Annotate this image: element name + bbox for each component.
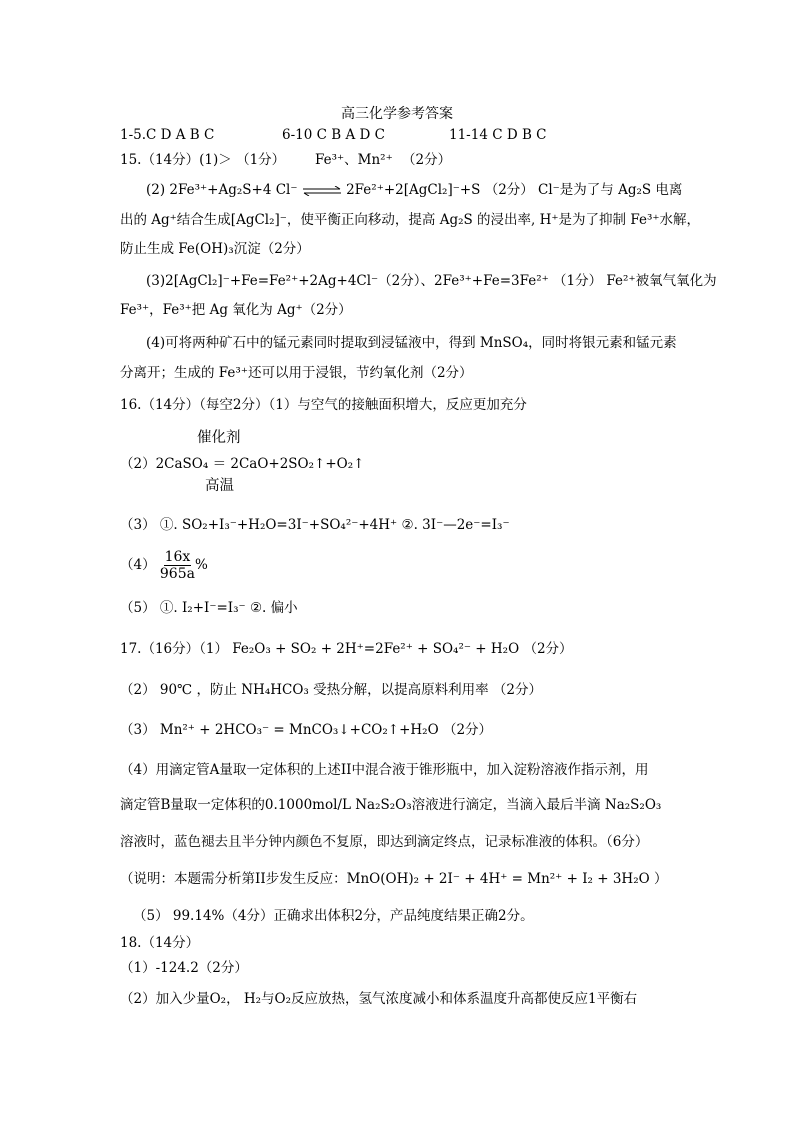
q15-part1-score: （2分） [402,152,452,168]
q15-part2-reactants: (2) 2Fe³⁺+Ag₂S+4 Cl⁻ [146,182,298,198]
page-title: 高三化学参考答案 [341,106,453,122]
mc-answers-11-14: 11-14 C D B C [449,127,547,143]
q15-part2-line2: 出的 Ag⁺结合生成[AgCl₂]⁻，使平衡正向移动，提高 Ag₂S 的浸出率, H⁺是为了抑制 Fe³⁺水解， [120,212,700,228]
q15-part4-line2: 分离开；生成的 Fe³⁺还可以用于浸银，节约氧化剂（2分） [120,365,473,381]
q15-part2-reason: Cl⁻是为了与 Ag₂S 电离 [538,182,683,198]
q15-part2-line3: 防止生成 Fe(OH)₃沉淀（2分） [120,241,310,257]
q15-score: 15.（14分） [120,152,200,168]
q18-part1: （1）-124.2（2分） [120,960,248,976]
q17-note: （说明：本题需分析第II步发生反应：MnO(OH)₂ + 2I⁻ + 4H⁺ = Mn²⁺ + I₂ + 3H₂O ） [120,871,668,887]
q15-part3-line2: Fe³⁺，Fe³⁺把 Ag 氧化为 Ag⁺（2分） [120,302,352,318]
q16-part4-fraction [160,550,195,581]
q16-catalyst-label: 催化剂 [197,430,241,446]
q16-part4-label: （4） [120,557,156,573]
fraction-numerator: 16x [164,549,191,565]
q16-part3: （3） ①. SO₂+I₃⁻+H₂O=3I⁻+SO₄²⁻+4H⁺ ②. 3I⁻—2e⁻=I₃⁻ [120,517,510,533]
q17-part4-line3: 溶液时，蓝色褪去且半分钟内颜色不复原，即达到滴定终点，记录标准液的体积。（6分） [120,834,649,850]
q15-heading [120,154,285,168]
q17-part2: （2） 90℃ ，防止 NH₄HCO₃ 受热分解，以提高原料利用率 （2分） [120,682,542,698]
q15-part3-line1: (3)2[AgCl₂]⁻+Fe=Fe²⁺+2Ag+4Cl⁻（2分）、2Fe³⁺+Fe=3Fe²⁺ （1分） Fe²⁺被氧气氧化为 [146,273,717,289]
q17-part3: （3） Mn²⁺ + 2HCO₃⁻ = MnCO₃↓+CO₂↑+H₂O （2分） [120,722,493,738]
q17-part4-line1: （4）用滴定管A量取一定体积的上述II中混合液于锥形瓶中，加入淀粉溶液作指示剂，用 [120,762,649,778]
q15-part2-products: 2Fe²⁺+2[AgCl₂]⁻+S （2分） [346,182,534,198]
equilibrium-arrow-icon [302,186,342,196]
q18-heading: 18.（14分） [120,935,200,951]
q18-part2: （2）加入少量O₂， H₂与O₂反应放热，氢气浓度减小和体系温度升高都使反应1平衡右 [120,991,638,1007]
fraction-denominator: 965a [159,566,195,582]
mc-answers-1-5: 1-5.C D A B C [120,127,215,143]
q15-part1-ions: Fe³⁺、Mn²⁺ [315,152,393,168]
q15-part1: (1)＞ （1分） [199,152,286,168]
mc-answers-6-10: 6-10 C B A D C [282,127,385,143]
q17-part1: 17.（16分）（1） Fe₂O₃ + SO₂ + 2H⁺=2Fe²⁺ + SO₄²⁻ + H₂O （2分） [120,641,573,657]
q16-part2-equation: （2）2CaSO₄ ＝ 2CaO+2SO₂↑+O₂↑ [120,456,365,472]
q15-part4-line1: (4)可将两种矿石中的锰元素同时提取到浸锰液中，得到 MnSO₄，同时将银元素和锰元素 [146,335,677,351]
q16-part4 [120,550,208,581]
q17-part5: （5） 99.14%（4分）正确求出体积2分，产品纯度结果正确2分。 [133,908,534,924]
q16-high-temp-label: 高温 [205,478,234,494]
q15-part2-equation [146,184,534,198]
q17-part4-line2: 滴定管B量取一定体积的0.1000mol/L Na₂S₂O₃溶液进行滴定，当滴入最后半滴 Na₂S₂O₃ [120,797,662,813]
q16-part4-unit: % [194,557,208,573]
q16-part5: （5） ①. I₂+I⁻=I₃⁻ ②. 偏小 [120,600,298,616]
q16-heading: 16.（14分）（每空2分）（1）与空气的接触面积增大，反应更加充分 [120,397,527,413]
